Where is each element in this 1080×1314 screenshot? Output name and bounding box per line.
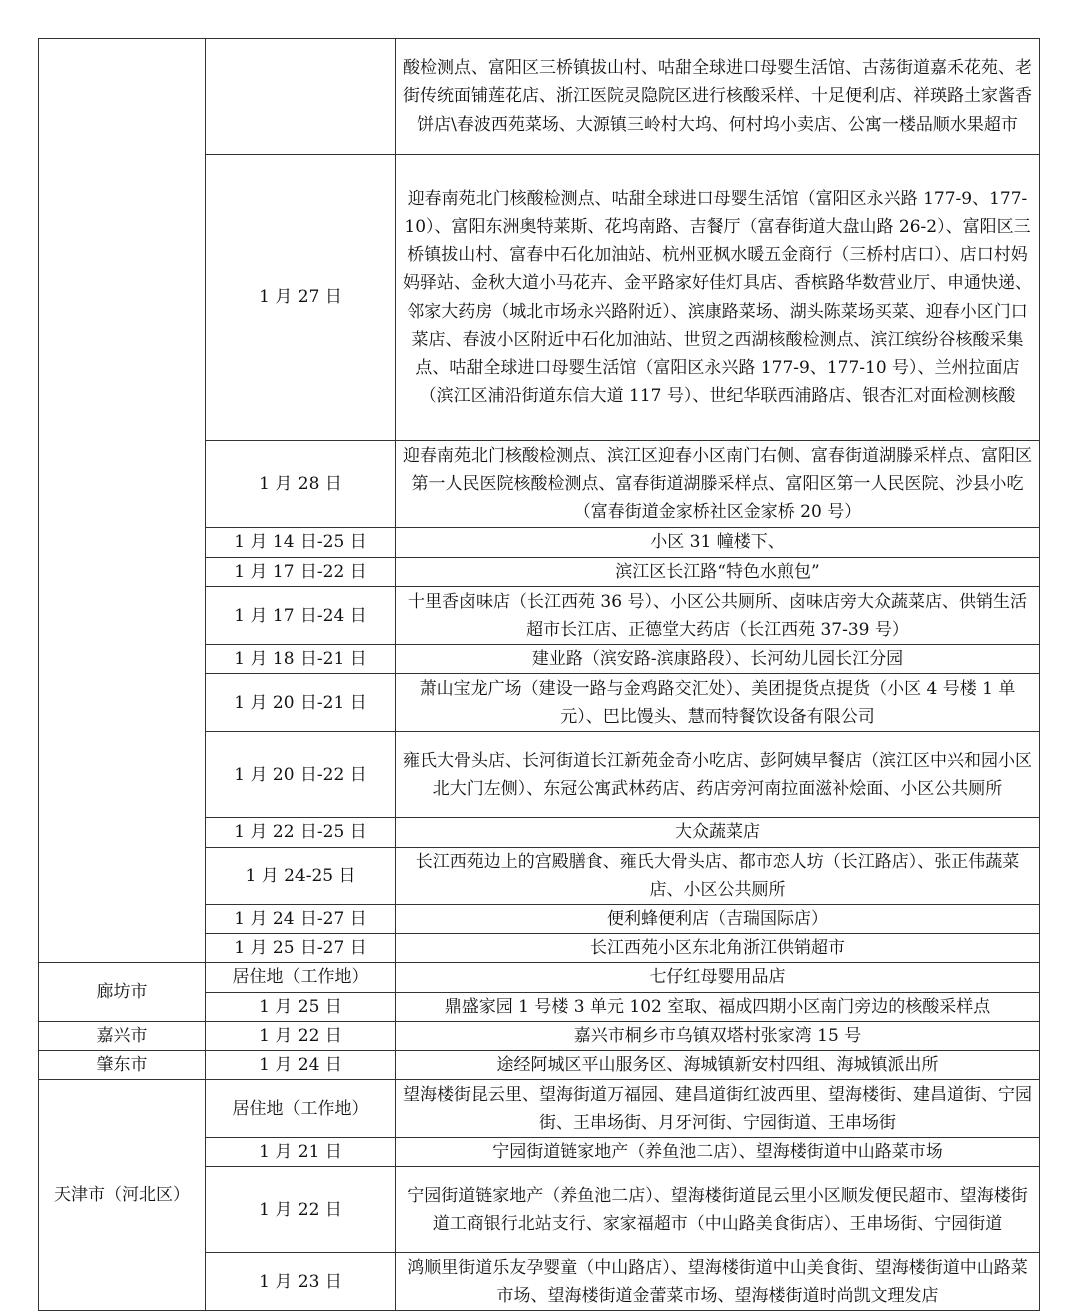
table-row — [39, 1080, 1040, 1138]
locations-cell: 七仔红母婴用品店 — [396, 963, 1040, 992]
document-table — [38, 38, 1040, 1311]
date-cell: 1 月 17 日-22 日 — [206, 558, 396, 587]
locations-cell: 酸检测点、富阳区三桥镇拔山村、咕甜全球进口母婴生活馆、古荡街道嘉禾花苑、老街传统面铺莲花店、浙江医院灵隐院区进行核酸采样、十足便利店、祥瑛路土家酱香饼店\春波西苑菜场、大源镇三岭村大坞、何村坞小卖店、公寓一楼品顺水果超市 — [396, 39, 1040, 155]
locations-cell: 途经阿城区平山服务区、海城镇新安村四组、海城镇派出所 — [396, 1051, 1040, 1080]
locations-cell: 十里香卤味店（长江西苑 36 号）、小区公共厕所、卤味店旁大众蔬菜店、供销生活超市长江店、正德堂大药店（长江西苑 37-39 号） — [396, 587, 1040, 645]
locations-cell: 长江西苑小区东北角浙江供销超市 — [396, 934, 1040, 963]
date-cell: 1 月 14 日-25 日 — [206, 528, 396, 558]
locations-cell: 宁园街道链家地产（养鱼池二店）、望海楼街道昆云里小区顺发便民超市、望海楼街道工商银行北站支行、家家福超市（中山路美食街店）、王串场街、宁园街道 — [396, 1167, 1040, 1253]
date-cell: 1 月 28 日 — [206, 441, 396, 528]
date-cell: 1 月 22 日 — [206, 1021, 396, 1050]
locations-cell: 小区 31 幢楼下、 — [396, 528, 1040, 558]
locations-cell: 宁园街道链家地产（养鱼池二店）、望海楼街道中山路菜市场 — [396, 1138, 1040, 1167]
table-row — [39, 963, 1040, 992]
date-cell: 1 月 20 日-21 日 — [206, 674, 396, 732]
date-cell: 1 月 21 日 — [206, 1138, 396, 1167]
date-cell: 1 月 18 日-21 日 — [206, 645, 396, 674]
date-cell: 1 月 22 日 — [206, 1167, 396, 1253]
table-row — [39, 1051, 1040, 1080]
table-row — [39, 1021, 1040, 1050]
date-cell: 1 月 20 日-22 日 — [206, 732, 396, 818]
date-cell: 1 月 24 日-27 日 — [206, 905, 396, 934]
locations-cell: 嘉兴市桐乡市乌镇双塔村张家湾 15 号 — [396, 1021, 1040, 1050]
city-cell: 嘉兴市 — [39, 1021, 206, 1050]
city-cell-hangzhou-continued — [39, 39, 206, 963]
locations-cell: 便利蜂便利店（吉瑞国际店） — [396, 905, 1040, 934]
date-cell: 1 月 27 日 — [206, 155, 396, 441]
date-cell: 1 月 24 日 — [206, 1051, 396, 1080]
locations-cell: 建业路（滨安路-滨康路段）、长河幼儿园长江分园 — [396, 645, 1040, 674]
date-cell — [206, 39, 396, 155]
city-cell: 肇东市 — [39, 1051, 206, 1080]
date-cell: 1 月 23 日 — [206, 1253, 396, 1311]
locations-cell: 迎春南苑北门核酸检测点、滨江区迎春小区南门右侧、富春街道湖滕采样点、富阳区第一人民医院核酸检测点、富春街道湖滕采样点、富阳区第一人民医院、沙县小吃（富春街道金家桥社区金家桥 20 号） — [396, 441, 1040, 528]
date-cell: 居住地（工作地） — [206, 963, 396, 992]
locations-cell: 长江西苑边上的宫殿膳食、雍氏大骨头店、都市恋人坊（长江路店）、张正伟蔬菜店、小区公共厕所 — [396, 847, 1040, 904]
locations-cell: 萧山宝龙广场（建设一路与金鸡路交汇处）、美团提货点提货（小区 4 号楼 1 单元）、巴比馒头、慧而特餐饮设备有限公司 — [396, 674, 1040, 732]
date-cell: 居住地（工作地） — [206, 1080, 396, 1138]
date-cell: 1 月 17 日-24 日 — [206, 587, 396, 645]
locations-cell: 鼎盛家园 1 号楼 3 单元 102 室取、福成四期小区南门旁边的核酸采样点 — [396, 992, 1040, 1021]
city-cell: 廊坊市 — [39, 963, 206, 1021]
locations-cell: 大众蔬菜店 — [396, 818, 1040, 847]
locations-cell: 迎春南苑北门核酸检测点、咕甜全球进口母婴生活馆（富阳区永兴路 177-9、177-10）、富阳东洲奥特莱斯、花坞南路、吉餐厅（富春街道大盘山路 26-2）、富阳区三桥镇拔山村、富春中石化加油站、杭州亚枫水暖五金商行（三桥村店口）、店口村妈妈驿站、金秋大道小马花卉、金平路家好佳灯具店、香槟路华数营业厅、申通快递、邻家大药房（城北市场永兴路附近）、滨康路菜场、湖头陈菜场买菜、迎春小区门口菜店、春波小区附近中石化加油站、世贸之西湖核酸检测点、滨江缤纷谷核酸采集点、咕甜全球进口母婴生活馆（富阳区永兴路 177-9、177-10 号）、兰州拉面店（滨江区浦沿街道东信大道 117 号）、世纪华联西浦路店、银杏汇对面检测核酸 — [396, 155, 1040, 441]
locations-cell: 雍氏大骨头店、长河街道长江新苑金奇小吃店、彭阿姨早餐店（滨江区中兴和园小区北大门左侧）、东冠公寓武林药店、药店旁河南拉面滋补烩面、小区公共厕所 — [396, 732, 1040, 818]
date-cell: 1 月 22 日-25 日 — [206, 818, 396, 847]
locations-cell: 望海楼街昆云里、望海街道万福园、建昌道街红波西里、望海楼街、建昌道街、宁园街、王串场街、月牙河街、宁园街道、王串场街 — [396, 1080, 1040, 1138]
date-cell: 1 月 25 日-27 日 — [206, 934, 396, 963]
date-cell: 1 月 25 日 — [206, 992, 396, 1021]
city-cell: 天津市（河北区） — [39, 1080, 206, 1311]
locations-cell: 鸿顺里街道乐友孕婴童（中山路店）、望海楼街道中山美食街、望海楼街道中山路菜市场、望海楼街道金蕾菜市场、望海楼街道时尚凯文理发店 — [396, 1253, 1040, 1311]
date-cell: 1 月 24-25 日 — [206, 847, 396, 904]
locations-cell: 滨江区长江路“特色水煎包” — [396, 558, 1040, 587]
table-row — [39, 39, 1040, 155]
